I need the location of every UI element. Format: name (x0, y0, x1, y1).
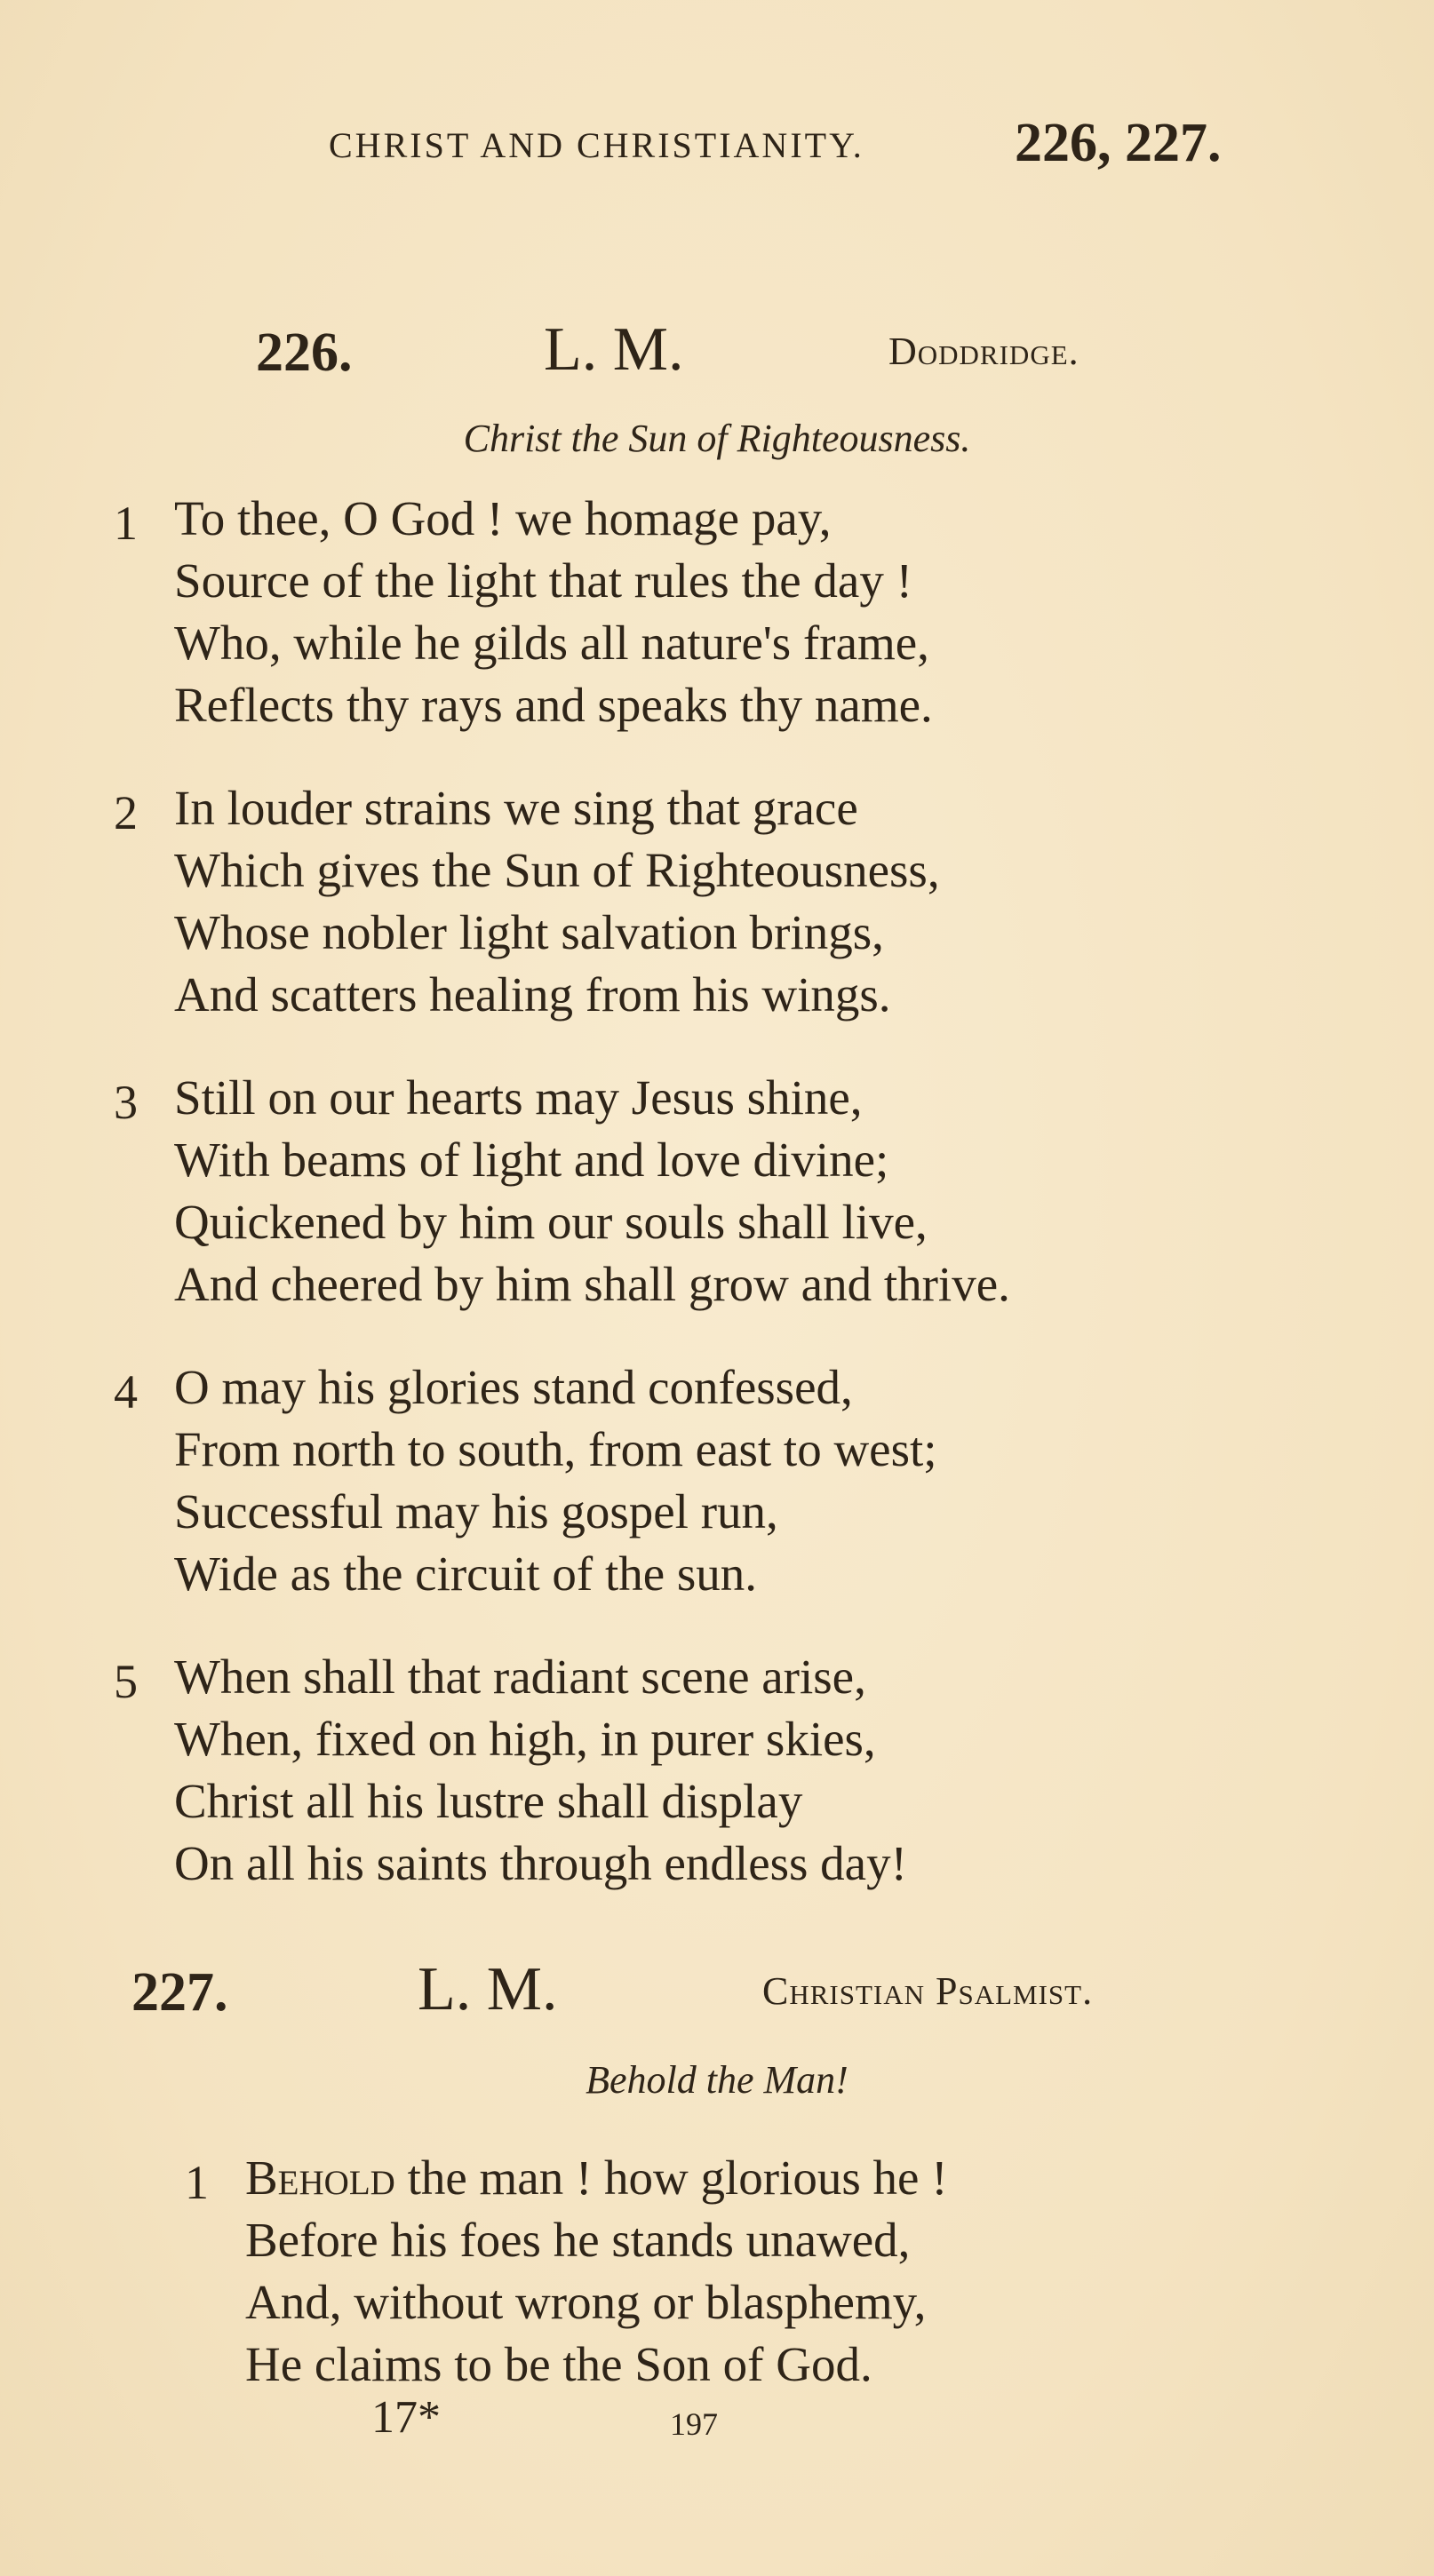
verse-line: Wide as the circuit of the sun. (174, 1546, 758, 1601)
stanza-number: 1 (185, 2156, 209, 2209)
stanza-number: 4 (114, 1365, 138, 1419)
verse-line: When, fixed on high, in purer skies, (174, 1712, 876, 1766)
hymn-number: 226. (256, 322, 353, 383)
verse-line: Who, while he gilds all nature's frame, (174, 616, 929, 670)
hymn-author: Christian Psalmist. (762, 1969, 1094, 2013)
verse-line: On all his saints through endless day! (174, 1836, 907, 1890)
verse-line: Still on our hearts may Jesus shine, (174, 1070, 863, 1125)
running-head (329, 113, 1333, 173)
verse-line: With beams of light and love divine; (174, 1133, 889, 1187)
verse-line: And cheered by him shall grow and thrive. (174, 1257, 1010, 1311)
verse-line: And scatters healing from his wings. (174, 967, 891, 1022)
hymn-author: Doddridge. (888, 330, 1079, 373)
verse-line: To thee, O God ! we homage pay, (174, 491, 832, 545)
verse-line: He claims to be the Son of God. (245, 2337, 872, 2391)
verse-line: O may his glories stand confessed, (174, 1360, 853, 1414)
verse-line: Before his foes he stands unawed, (245, 2213, 911, 2267)
page-number: 197 (670, 2406, 718, 2442)
hymn-header (0, 315, 1434, 393)
verse-line: When shall that radiant scene arise, (174, 1650, 866, 1704)
hymn-number: 227. (131, 1962, 228, 2023)
hymn-meter: L. M. (418, 1955, 558, 2023)
running-head-title: CHRIST AND CHRISTIANITY. (329, 125, 864, 165)
verse-line: And, without wrong or blasphemy, (245, 2275, 927, 2329)
running-head-numbers: 226, 227. (1015, 113, 1222, 173)
verse-line: Source of the light that rules the day ! (174, 553, 912, 608)
stanza-number: 2 (114, 786, 138, 839)
stanza-number: 3 (114, 1076, 138, 1129)
verse-line: Which gives the Sun of Righteousness, (174, 843, 940, 897)
verse-line: Christ all his lustre shall display (174, 1774, 803, 1828)
hymn-meter: L. M. (544, 315, 684, 384)
hymn-subtitle: Christ the Sun of Righteousness. (463, 417, 971, 460)
hymn-subtitle: Behold the Man! (586, 2058, 848, 2102)
verse-line: In louder strains we sing that grace (174, 781, 858, 835)
verse-line: Whose nobler light salvation brings, (174, 905, 884, 959)
verse-line (245, 2151, 948, 2205)
verse-first-word: Behold (245, 2151, 395, 2205)
signature-mark: 17* (371, 2392, 441, 2443)
hymn-header (0, 1955, 1434, 2032)
stanza-number: 1 (114, 497, 138, 550)
stanza-number: 5 (114, 1655, 138, 1708)
verse-line: Successful may his gospel run, (174, 1484, 778, 1538)
verse-line: From north to south, from east to west; (174, 1422, 937, 1476)
verse-line-rest: the man ! how glorious he ! (394, 2151, 948, 2205)
verse-line: Quickened by him our souls shall live, (174, 1195, 928, 1249)
verse-line: Reflects thy rays and speaks thy name. (174, 678, 933, 732)
